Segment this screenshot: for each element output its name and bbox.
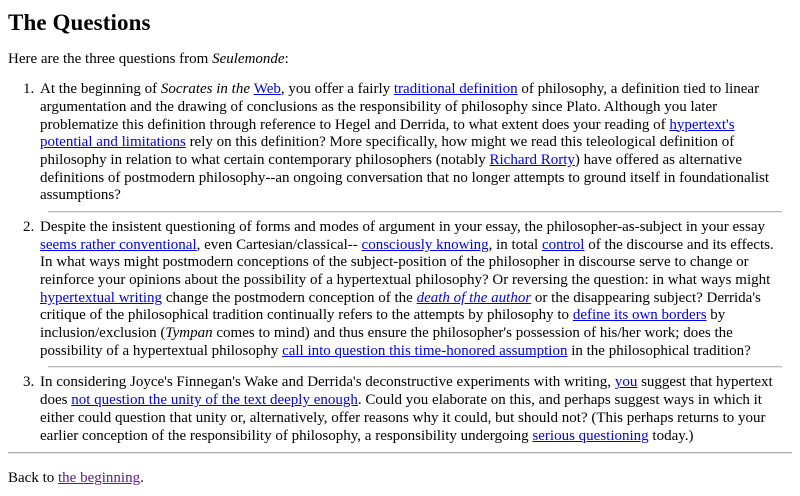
link-hypertext-potential-limitations[interactable]: hypertext's potential and limitations <box>40 116 735 151</box>
intro-paragraph <box>8 51 792 69</box>
link-seems-rather-conventional[interactable]: seems rather conventional <box>40 236 197 253</box>
q1-text-5: ) have offered as alternative definitions of postmodern philosophy--an ongoing conversation that no longer attempts to ground itself in foundationalist assumptions? <box>40 151 770 204</box>
link-you[interactable]: you <box>614 374 638 391</box>
link-control[interactable]: control <box>541 236 585 253</box>
link-call-into-question-assumption[interactable]: call into question this time-honored assumption <box>282 342 568 359</box>
q3-text-2: suggest that hypertext does <box>40 374 773 409</box>
q2-text-9: in the philosophical tradition? <box>567 342 751 359</box>
q2-text-5: change the postmodern conception of the <box>162 289 417 306</box>
question-item-2 <box>38 219 792 361</box>
q1-text-3: of philosophy, a definition tied to linear argumentation and the drawing of conclusions as the responsibility of philosophy since Plato. Although you later problematize this definition through reference to Hegel and Derrida, to what extent does your reading of <box>40 81 760 133</box>
q1-italic-title: Socrates in the <box>160 81 254 98</box>
q2-text-4: of the discourse and its effects. In what ways might postmodern conceptions of the subject-position of the philosopher in discourse serve to change or reinforce your opinions about the possibility of a hypertextual philosophy? Or reversing the question: in what ways might <box>40 236 774 288</box>
footer-text-after: . <box>140 470 144 487</box>
q1-text-1: At the beginning of <box>40 81 161 98</box>
q1-text-2: , you offer a fairly <box>280 81 394 98</box>
link-traditional-definition[interactable]: traditional definition <box>393 81 518 98</box>
q2-text-3: , in total <box>488 236 542 253</box>
q3-text-4: today.) <box>648 427 694 444</box>
question-separator-2 <box>48 366 782 368</box>
footer-text-before: Back to <box>8 470 58 487</box>
q2-text-8: comes to mind) and thus ensure the philosopher's possession of his/her work; does the possibility of a hypertextual philosophy <box>40 325 733 359</box>
q2-text-6: or the disappearing subject? Derrida's critique of the philosophical tradition continually refers to the attempts by philosophy to <box>40 289 761 324</box>
intro-text-before: Here are the three questions from <box>8 51 213 68</box>
q3-text-3: . Could you elaborate on this, and perhaps suggest ways in which it either could question that unity or, alternatively, offer reasons why it could, but should not? (This perhaps returns to your earlier conception of the responsibility of philosophy, a responsibility undergoing <box>40 392 766 444</box>
footer-paragraph <box>8 470 792 488</box>
q2-link-italic: death of the author <box>416 289 532 306</box>
q2-italic-tympan: Tympan <box>165 325 213 342</box>
question-item-1 <box>38 81 792 205</box>
question-separator-1 <box>48 211 782 213</box>
link-death-of-the-author[interactable] <box>417 290 532 306</box>
page-title: The Questions <box>8 10 151 35</box>
q2-text-7: by inclusion/exclusion ( <box>40 307 726 342</box>
intro-text-after: : <box>284 51 289 68</box>
link-richard-rorty[interactable]: Richard Rorty <box>489 151 575 168</box>
link-web[interactable]: Web <box>253 81 281 98</box>
question-item-3 <box>38 374 792 445</box>
link-consciously-knowing[interactable]: consciously knowing <box>361 236 489 253</box>
questions-list <box>8 81 792 445</box>
intro-source-title: Seulemonde <box>212 51 285 68</box>
link-not-question-unity[interactable]: not question the unity of the text deeply enough <box>71 392 358 409</box>
link-serious-questioning[interactable]: serious questioning <box>532 427 649 444</box>
q3-text-1: In considering Joyce's Finnegan's Wake and Derrida's deconstructive experiments with writing, <box>40 374 615 391</box>
q2-text-1: Despite the insistent questioning of forms and modes of argument in your essay, the philosopher-as-subject in your essay <box>40 218 765 235</box>
link-hypertextual-writing[interactable]: hypertextual writing <box>40 289 163 306</box>
link-define-its-own-borders[interactable]: define its own borders <box>572 307 707 324</box>
q2-text-2: , even Cartesian/classical-- <box>196 236 362 253</box>
footer-rule <box>8 452 792 454</box>
q1-text-4: rely on this definition? More specifically, how might we read this teleological definition of philosophy in relation to what certain contemporary philosophers (notably <box>40 134 735 168</box>
link-the-beginning[interactable]: the beginning <box>58 470 141 487</box>
